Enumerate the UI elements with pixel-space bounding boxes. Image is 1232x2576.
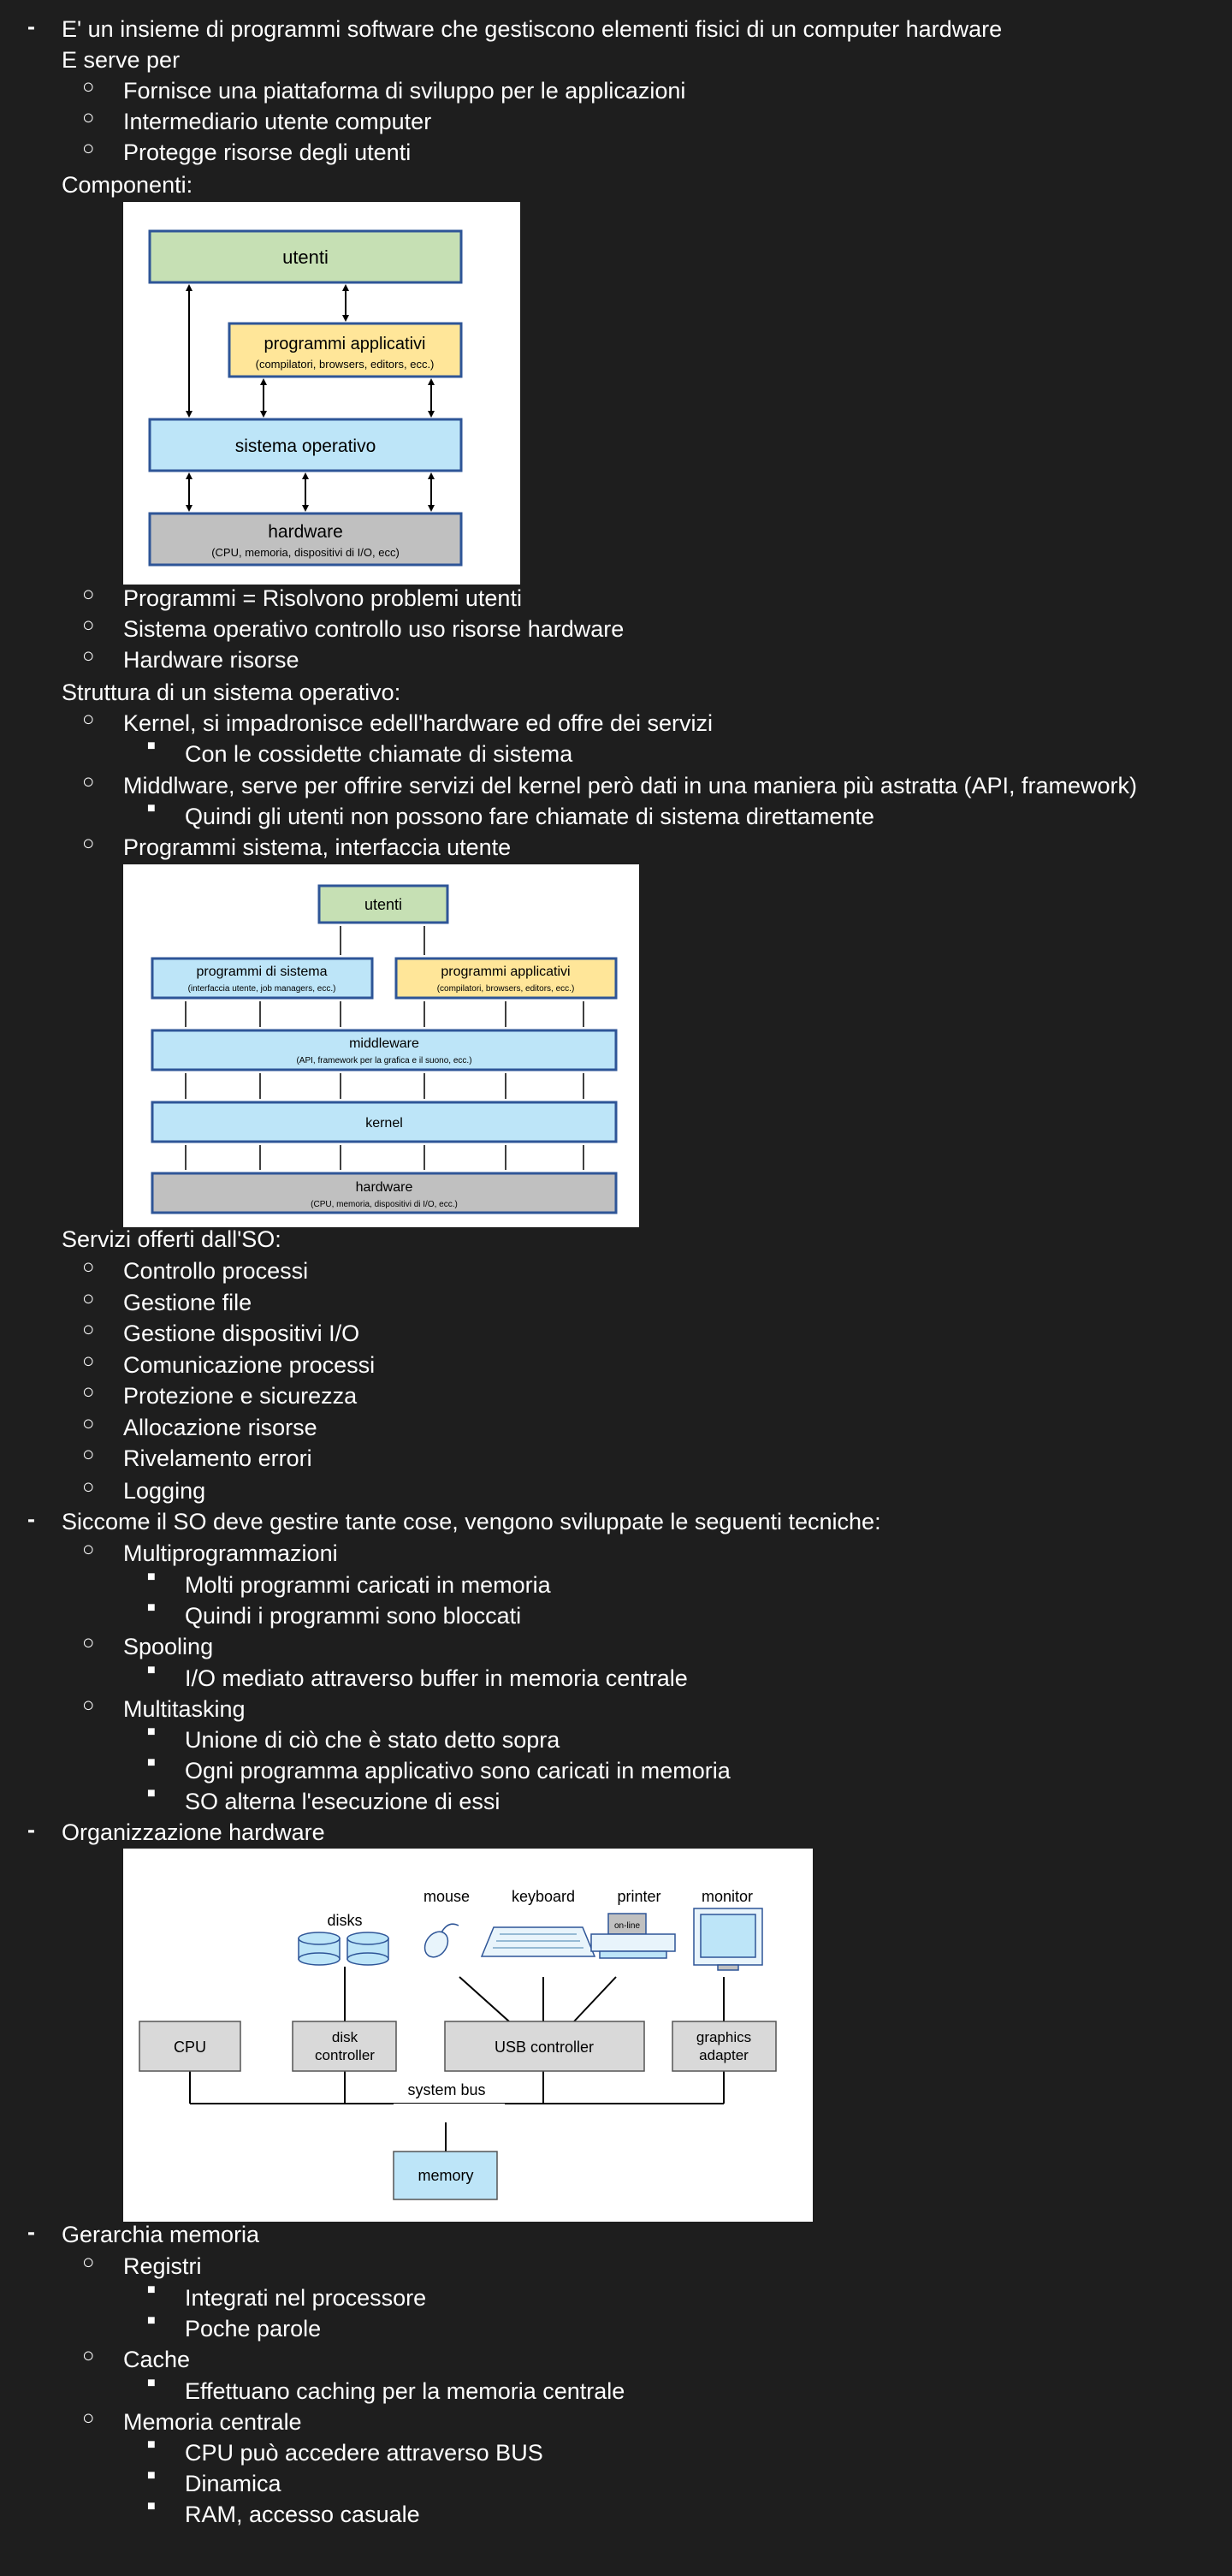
list-item: Registri [123,2253,202,2279]
bullet-square: ■ [147,1755,156,1770]
bullet-circle: ○ [82,1412,95,1435]
list-item: Hardware risorse [123,647,299,673]
bullet-square: ■ [147,1570,156,1584]
label-graphics-2: adapter [699,2047,749,2063]
bullet-circle: ○ [82,644,95,668]
list-item: Comunicazione processi [123,1352,376,1378]
label-programmi-sub: (compilatori, browsers, editors, ecc.) [255,358,435,371]
bullet-dash: - [27,1817,35,1843]
label-hardware: hardware [355,1180,413,1195]
label-graphics-1: graphics [696,2029,752,2045]
bullet-circle: ○ [82,1287,95,1310]
label-middleware: middleware [349,1036,419,1051]
bullet-circle: ○ [82,1255,95,1279]
bullet-circle: ○ [82,1631,95,1654]
serve-per-text: E serve per [62,47,181,73]
list-item: Cache [123,2347,191,2372]
list-item: Con le cossidette chiamate di sistema [185,741,573,767]
bullet-circle: ○ [82,75,95,98]
arrowheads [186,284,435,512]
label-system-bus: system bus [407,2081,486,2098]
bullet-circle: ○ [82,832,95,855]
label-programmi-sistema: programmi di sistema [196,965,328,979]
list-item: Gestione dispositivi I/O [123,1321,360,1346]
gerarchia-heading: Gerarchia memoria [62,2222,260,2247]
figure-os-structure [123,864,639,1227]
list-item: Ogni programma applicativo sono caricati in memoria [185,1758,731,1784]
bullet-circle: ○ [82,2407,95,2430]
list-item: Programmi = Risolvono problemi utenti [123,585,522,611]
bullet-circle: ○ [82,1694,95,1717]
bullet-square: ■ [147,2499,156,2514]
mouse-icon [420,1924,459,1962]
bullet-square: ■ [147,2437,156,2452]
bullet-square: ■ [147,1600,156,1615]
servizi-heading: Servizi offerti dall'SO: [62,1226,281,1252]
bullet-square: ■ [147,739,156,753]
label-hardware-sub: (CPU, memoria, dispositivi di I/O, ecc) [211,546,400,559]
figure-components [123,202,520,585]
list-item: Memoria centrale [123,2409,302,2435]
label-programmi: programmi applicativi [264,335,426,353]
bullet-square: ■ [147,1663,156,1677]
bullet-dash: - [27,1506,35,1532]
list-item: Poche parole [185,2316,322,2342]
bullet-square: ■ [147,801,156,816]
bullet-dash: - [27,2219,35,2245]
bullet-circle: ○ [82,106,95,129]
list-item: Quindi gli utenti non possono fare chiamate di sistema direttamente [185,804,874,829]
list-item: Middlware, serve per offrire servizi del kernel però dati in una maniera più astratta (API, framework) [123,773,1137,798]
list-item: Controllo processi [123,1258,309,1284]
list-item: Gestione file [123,1290,252,1315]
list-item: Molti programmi caricati in memoria [185,1572,551,1598]
bullet-square: ■ [147,2313,156,2328]
bullet-square: ■ [147,2376,156,2390]
org-hw-heading: Organizzazione hardware [62,1819,325,1845]
printer-icon [591,1914,675,1958]
label-programmi-applicativi: programmi applicativi [441,965,571,979]
label-printer: printer [617,1888,661,1905]
list-item: Unione di ciò che è stato detto sopra [185,1727,560,1753]
bullet-square: ■ [147,2468,156,2483]
list-item: Rivelamento errori [123,1445,312,1471]
componenti-heading: Componenti: [62,172,193,198]
list-item: Allocazione risorse [123,1415,317,1440]
disks-icon [299,1932,388,1965]
list-item: Spooling [123,1634,214,1659]
label-online: on-line [613,1921,641,1931]
list-item: Dinamica [185,2471,281,2496]
list-item: Protezione e sicurezza [123,1383,358,1409]
bullet-dash: - [27,14,35,39]
label-disk-controller-1: disk [331,2029,358,2045]
figure-hardware-organization [123,1849,813,2222]
bullet-square: ■ [147,1786,156,1801]
label-sistema-operativo: sistema operativo [234,436,376,456]
bullet-circle: ○ [82,1380,95,1404]
arrows [189,288,431,508]
list-item: Fornisce una piattaforma di sviluppo per le applicazioni [123,78,686,104]
bullet-circle: ○ [82,614,95,637]
label-kernel: kernel [365,1116,403,1131]
monitor-icon [694,1908,762,1970]
bullet-circle: ○ [82,770,95,793]
list-item: Kernel, si impadronisce edell'hardware ed offre dei servizi [123,710,714,736]
bullet-circle: ○ [82,2251,95,2274]
label-utenti: utenti [364,896,403,913]
label-disks: disks [327,1912,363,1929]
list-item: Sistema operativo controllo uso risorse hardware [123,616,625,642]
list-item: Intermediario utente computer [123,109,432,134]
bullet-circle: ○ [82,137,95,160]
label-monitor: monitor [701,1888,754,1905]
label-hardware-sub: (CPU, memoria, dispositivi di I/O, ecc.) [311,1200,458,1209]
list-item: Multiprogrammazioni [123,1540,338,1566]
list-item: RAM, accesso casuale [185,2502,420,2527]
struttura-heading: Struttura di un sistema operativo: [62,680,401,705]
bullet-circle: ○ [82,1475,95,1499]
label-usb-controller: USB controller [494,2039,595,2056]
list-item: Effettuano caching per la memoria centrale [185,2378,625,2404]
label-hardware: hardware [268,522,343,542]
list-item: SO alterna l'esecuzione di essi [185,1789,500,1814]
label-cpu: CPU [173,2039,207,2056]
label-middleware-sub: (API, framework per la grafica e il suono, ecc.) [296,1056,472,1065]
label-memory: memory [418,2167,474,2184]
tecniche-text: Siccome il SO deve gestire tante cose, vengono sviluppate le seguenti tecniche: [62,1509,881,1534]
bullet-circle: ○ [82,1538,95,1561]
label-utenti: utenti [282,246,329,268]
bullet-circle: ○ [82,708,95,731]
label-programmi-sistema-sub: (interfaccia utente, job managers, ecc.) [187,984,336,994]
list-item: Quindi i programmi sono bloccati [185,1603,522,1629]
label-keyboard: keyboard [511,1888,576,1905]
label-programmi-applicativi-sub: (compilatori, browsers, editors, ecc.) [436,984,575,994]
bullet-circle: ○ [82,1443,95,1466]
bullet-circle: ○ [82,2344,95,2367]
bullet-square: ■ [147,2282,156,2297]
keyboard-icon [482,1927,595,1956]
list-item: Multitasking [123,1696,246,1722]
intro-text: E' un insieme di programmi software che gestiscono elementi fisici di un computer hardware [62,16,1003,42]
bullet-circle: ○ [82,583,95,606]
label-disk-controller-2: controller [315,2047,375,2063]
list-item: Logging [123,1478,206,1504]
list-item: CPU può accedere attraverso BUS [185,2440,543,2466]
list-item: Programmi sistema, interfaccia utente [123,834,512,860]
list-item: I/O mediato attraverso buffer in memoria centrale [185,1665,688,1691]
list-item: Integrati nel processore [185,2285,427,2311]
bullet-circle: ○ [82,1350,95,1373]
label-mouse: mouse [423,1888,471,1905]
bullet-circle: ○ [82,1318,95,1341]
list-item: Protegge risorse degli utenti [123,139,412,165]
bullet-square: ■ [147,1724,156,1739]
